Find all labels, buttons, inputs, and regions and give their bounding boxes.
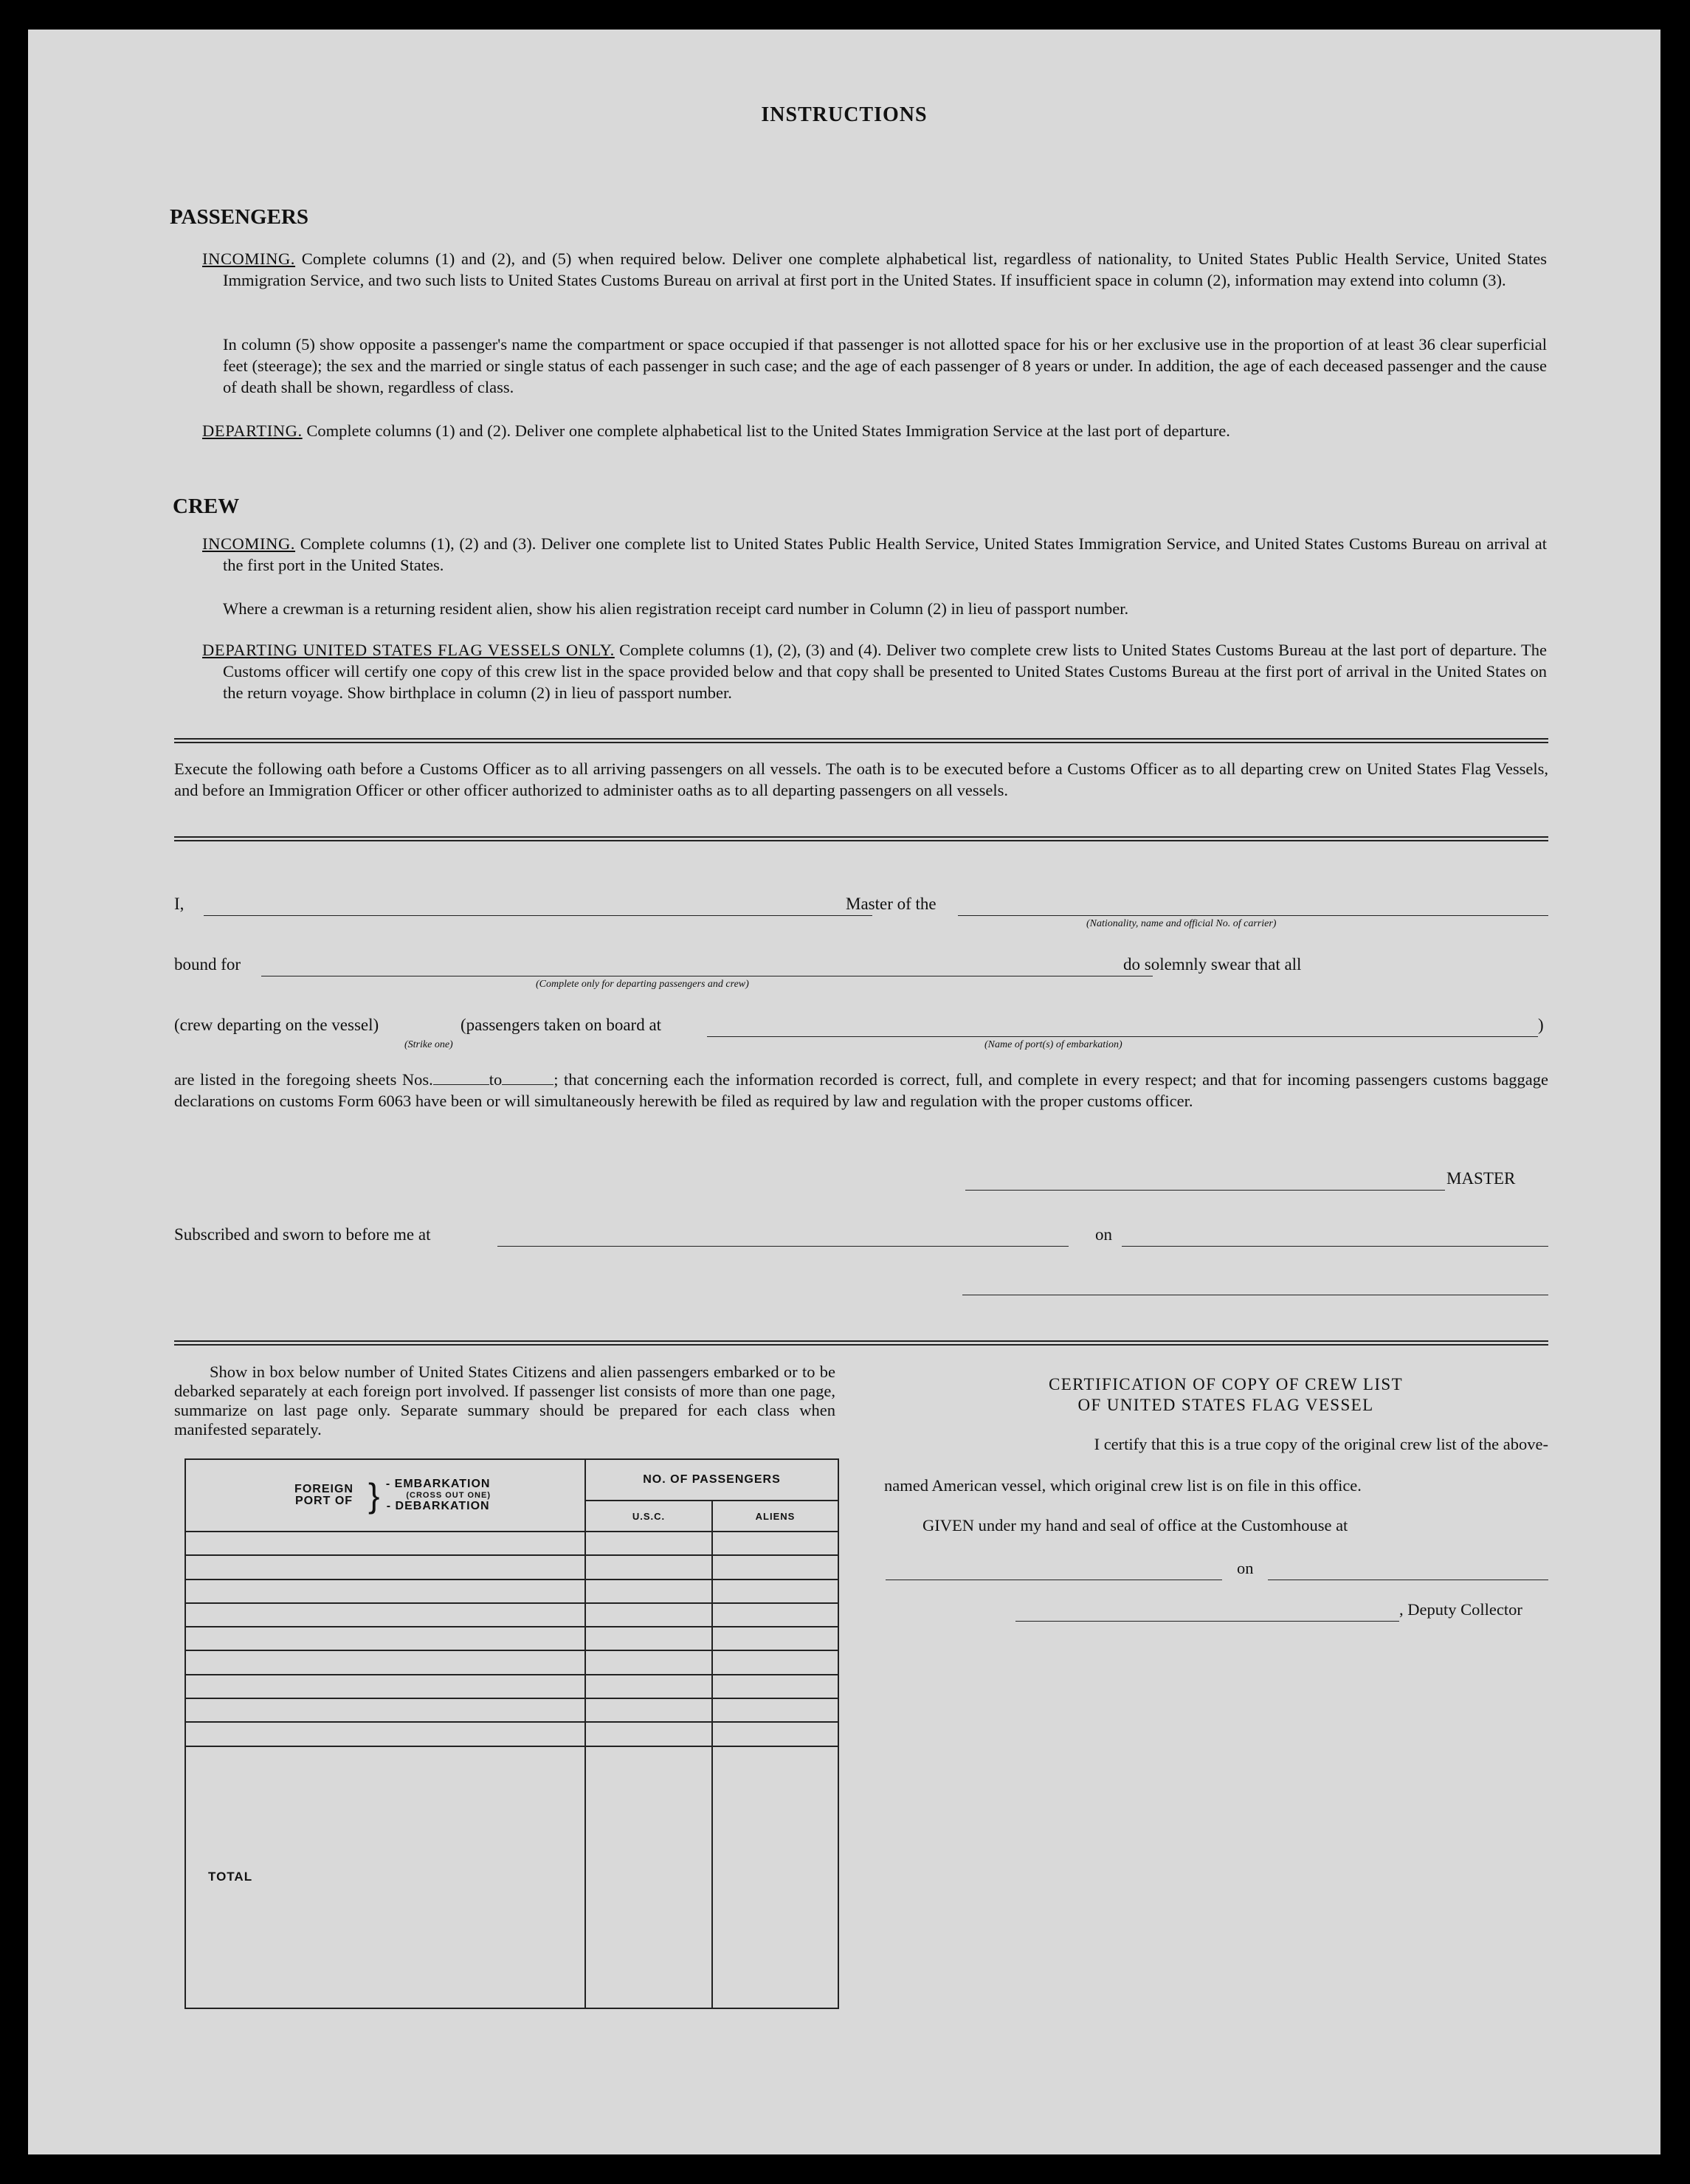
embarkation-port-hint: (Name of port(s) of embarkation) [984,1039,1122,1050]
aliens-total-cell[interactable] [712,1746,838,2008]
bound-for-hint: (Complete only for departing passengers and crew) [536,979,749,990]
table-row [185,1580,838,1603]
table-row [185,1627,838,1650]
solemnly-swear-label: do solemnly swear that all [1123,955,1302,974]
usc-cell[interactable] [585,1603,712,1627]
aliens-cell[interactable] [712,1603,838,1627]
port-cell[interactable] [185,1627,585,1650]
certification-title-line2: OF UNITED STATES FLAG VESSEL [1077,1396,1374,1414]
debarkation-label: - DEBARKATION [386,1500,490,1512]
foreign-port-of-label: FOREIGN PORT OF [294,1483,353,1507]
crew-incoming-text: Complete columns (1), (2) and (3). Deliver one complete list to United States Public Health Service, United States Immigration Service, and United States Customs Bureau on arrival at the first port in the United States. [223,534,1547,574]
port-cell[interactable] [185,1532,585,1555]
certification-given: GIVEN under my hand and seal of office at the Customhouse at [922,1516,1348,1534]
master-of-the-label: Master of the [846,895,937,913]
carrier-field[interactable] [958,915,1548,916]
summary-instructions: Show in box below number of United States Citizens and alien passengers embarked or to be debarked separately at each foreign port involved. If passenger list consists of more than one page, summarize on last page only. Separate summary should be prepared for each class when manifested separately. [174,1363,835,1439]
crew-departing-paragraph [202,639,1547,703]
certification-title-line1: CERTIFICATION OF COPY OF CREW LIST [1048,1375,1404,1394]
passengers-incoming-paragraph [202,248,1547,291]
brace-icon: } [368,1476,380,1515]
embarkation-port-field[interactable] [707,1036,1538,1037]
aliens-cell[interactable] [712,1675,838,1698]
passengers-departing-paragraph [202,420,1547,441]
nationality-hint: (Nationality, name and official No. of carrier) [1086,918,1277,929]
section-divider [174,738,1548,743]
cross-out-label: (CROSS OUT ONE) [406,1491,491,1500]
aliens-header: ALIENS [712,1501,838,1532]
passengers-heading: PASSENGERS [170,205,309,229]
listed-text-b: ; that concerning each the information recorded is correct, full, and complete in every respect; and that for incoming passengers customs baggage declarations on customs Form 6063 have been or will simultaneously herewith be filed as required by law and regulation with the proper customs officer. [174,1070,1548,1110]
master-signature-field[interactable] [965,1190,1445,1191]
aliens-cell[interactable] [712,1698,838,1722]
usc-cell[interactable] [585,1580,712,1603]
close-paren: ) [1538,1016,1544,1034]
usc-cell[interactable] [585,1675,712,1698]
sworn-date-field[interactable] [1122,1246,1548,1247]
crew-heading: CREW [173,495,240,518]
bound-for-label: bound for [174,955,241,974]
usc-total-cell[interactable] [585,1746,712,2008]
listed-to-label: to [489,1070,503,1089]
crew-departing-option[interactable]: (crew departing on the vessel) [174,1016,379,1034]
passengers-departing-label: DEPARTING. [202,421,303,440]
passenger-summary-table [184,1458,839,2009]
passengers-departing-text: Complete columns (1) and (2). Deliver one complete alphabetical list to the United States Immigration Service at the last port of departure. [306,421,1230,440]
passengers-column5-paragraph: In column (5) show opposite a passenger's name the compartment or space occupied if that passenger is not allotted space for his or her exclusive use in the proportion of at least 36 clear superficial feet (steerage); the sex and the married or single status of each passenger in such case; and the age of each passenger of 8 years or under. In addition, the age of each deceased passenger and the cause of death shall be shown, regardless of class. [223,335,1547,396]
no-of-passengers-header: NO. OF PASSENGERS [585,1459,838,1501]
port-cell[interactable] [185,1580,585,1603]
table-row [185,1555,838,1579]
passengers-taken-option[interactable]: (passengers taken on board at [461,1016,662,1034]
listed-text-a: are listed in the foregoing sheets Nos. [174,1070,433,1089]
crew-resident-paragraph: Where a crewman is a returning resident alien, show his alien registration receipt card number in Column (2) in lieu of passport number. [223,599,1129,618]
port-cell[interactable] [185,1675,585,1698]
table-row [185,1722,838,1746]
port-cell[interactable] [185,1650,585,1674]
usc-cell[interactable] [585,1722,712,1746]
crew-departing-text: Complete columns (1), (2), (3) and (4). Deliver two complete crew lists to United States Customs Bureau at the last port of departure. The Customs officer will certify one copy of this crew list in the space provided below and that copy shall be presented to United States Customs Bureau at the first port of arrival in the United States on the return voyage. Show birthplace in column (2) in lieu of passport number. [223,641,1547,702]
page-title: INSTRUCTIONS [761,103,928,126]
usc-cell[interactable] [585,1627,712,1650]
form-page [28,30,1660,2154]
master-name-field[interactable] [204,915,872,916]
table-row [185,1532,838,1555]
subscribed-label: Subscribed and sworn to before me at [174,1225,431,1244]
total-label: TOTAL [185,1746,585,2008]
certification-title [903,1374,1548,1416]
aliens-cell[interactable] [712,1532,838,1555]
crew-departing-label: DEPARTING UNITED STATES FLAG VESSELS ONLY. [202,641,615,659]
crew-incoming-paragraph [202,533,1547,576]
aliens-cell[interactable] [712,1627,838,1650]
sheet-to-field[interactable] [502,1071,553,1085]
aliens-cell[interactable] [712,1555,838,1579]
usc-cell[interactable] [585,1532,712,1555]
usc-cell[interactable] [585,1650,712,1674]
port-header-cell [185,1459,585,1532]
certification-on-label: on [1237,1559,1254,1577]
sheet-from-field[interactable] [433,1071,489,1085]
table-row [185,1650,838,1674]
master-signature-label: MASTER [1446,1169,1516,1188]
port-cell[interactable] [185,1722,585,1746]
certification-text-line2: named American vessel, which original crew list is on file in this office. [884,1476,1362,1495]
table-row [185,1603,838,1627]
port-cell[interactable] [185,1698,585,1722]
aliens-cell[interactable] [712,1722,838,1746]
passengers-incoming-label: INCOMING. [202,249,296,268]
deputy-collector-label: , Deputy Collector [1399,1600,1522,1619]
total-row [185,1746,838,2008]
deputy-signature-field[interactable] [1015,1621,1399,1622]
passengers-incoming-text: Complete columns (1) and (2), and (5) when required below. Deliver one complete alphabetical list, regardless of nationality, to United States Public Health Service, United States Immigration Service, and two such lists to United States Customs Bureau on arrival at first port in the United States. If insufficient space in column (2), information may extend into column (3). [223,249,1547,289]
usc-header: U.S.C. [585,1501,712,1532]
listed-paragraph [174,1069,1548,1112]
bottom-divider [174,1340,1548,1346]
table-row [185,1675,838,1698]
oath-i-label: I, [174,895,184,913]
strike-one-hint: (Strike one) [404,1039,453,1050]
certification-text-line1: I certify that this is a true copy of the original crew list of the above- [1094,1435,1548,1453]
oath-intro: Execute the following oath before a Customs Officer as to all arriving passengers on all vessels. The oath is to be executed before a Customs Officer as to all departing crew on United States Flag Vessels, and before an Immigration Officer or other officer authorized to administer oaths as to all departing passengers on all vessels. [174,759,1548,799]
port-cell[interactable] [185,1603,585,1627]
usc-cell[interactable] [585,1555,712,1579]
table-row [185,1698,838,1722]
crew-incoming-label: INCOMING. [202,534,296,553]
aliens-cell[interactable] [712,1650,838,1674]
sworn-on-label: on [1095,1225,1112,1244]
oath-divider [174,836,1548,841]
usc-cell[interactable] [585,1698,712,1722]
embarkation-label: - EMBARKATION [385,1478,491,1490]
aliens-cell[interactable] [712,1580,838,1603]
port-cell[interactable] [185,1555,585,1579]
sworn-place-field[interactable] [497,1246,1069,1247]
